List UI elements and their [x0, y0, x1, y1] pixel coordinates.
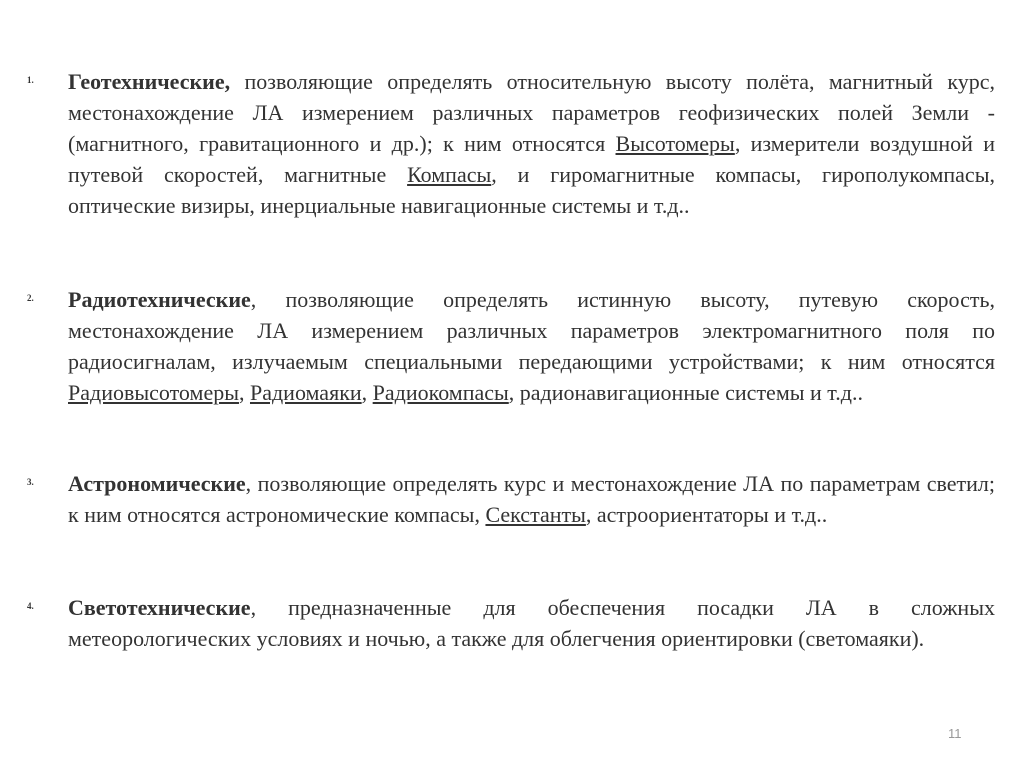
item-text-segment: , предназначенные для обеспечения посадки ЛА в сложных метеорологических условиях и ночью, а также для облегчения ориентировки (светомаяки).: [68, 595, 995, 651]
link-sekstanty[interactable]: Секстанты: [485, 502, 586, 527]
list-item-text: [68, 66, 995, 221]
item-text-segment: , и гиромагнитные компасы, гирополукомпасы, оптические визиры, инерциальные навигационные системы и т.д..: [68, 162, 995, 218]
link-radiomayaki[interactable]: Радиомаяки: [249, 380, 362, 405]
item-text-segment: , астроориентаторы и т.д..: [585, 502, 828, 527]
list-number: 1.: [27, 75, 34, 85]
term-lighting: Светотехнические: [68, 595, 251, 620]
item-text-segment: ,: [238, 380, 250, 405]
list-item-text: [68, 592, 995, 654]
list-number: 4.: [27, 601, 34, 611]
term-geotechnical: Геотехнические,: [68, 69, 231, 94]
link-kompasy[interactable]: Компасы: [407, 162, 492, 187]
item-text-segment: ,: [361, 380, 373, 405]
term-astronomical: Астрономические: [68, 471, 246, 496]
link-radiovysotomery[interactable]: Радиовысотомеры: [68, 380, 239, 405]
item-text-segment: , радионавигационные системы и т.д..: [508, 380, 863, 405]
list-number: 3.: [27, 477, 34, 487]
page-number: 11: [948, 726, 962, 741]
item-text-segment: позволяющие определять относительную высоту полёта, магнитный курс, местонахождение ЛА измерением различных параметров геофизических полей Земли - (магнитного, гравитационного и др.); к ним относятся: [68, 69, 995, 156]
list-item-text: [68, 468, 995, 530]
item-text-segment: , позволяющие определять истинную высоту, путевую скорость, местонахождение ЛА измерением различных параметров электромагнитного поля по радиосигналам, излучаемым специальными передающими устройствами; к ним относятся: [68, 287, 995, 374]
item-text-segment: , измерители воздушной и путевой скоростей, магнитные: [68, 131, 995, 187]
link-radiokompasy[interactable]: Радиокомпасы: [372, 380, 509, 405]
link-vysotomery[interactable]: Высотомеры: [615, 131, 735, 156]
item-text-segment: , позволяющие определять курс и местонахождение ЛА по параметрам светил; к ним относятся астрономические компасы,: [68, 471, 995, 527]
list-item-text: [68, 284, 995, 408]
term-radiotechnical: Радиотехнические: [68, 287, 251, 312]
list-number: 2.: [27, 293, 34, 303]
